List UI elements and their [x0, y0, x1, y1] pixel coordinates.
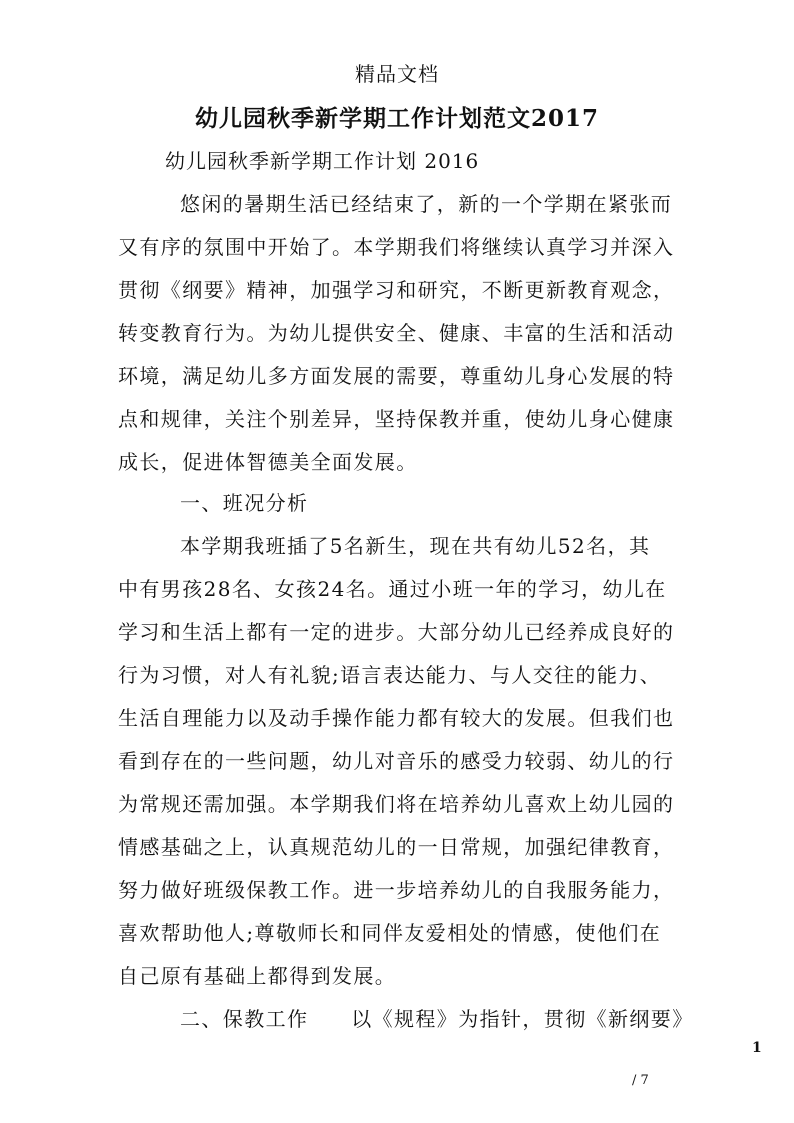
paragraph-line: 喜欢帮助他人;尊敬师长和同伴友爱相处的情感，使他们在	[118, 921, 662, 945]
section-heading: 一、班况分析	[180, 491, 309, 515]
paragraph-line: 又有序的氛围中开始了。本学期我们将继续认真学习并深入	[118, 235, 675, 259]
paragraph-line: 生活自理能力以及动手操作能力都有较大的发展。但我们也	[118, 706, 675, 730]
paragraph-line: 看到存在的一些问题，幼儿对音乐的感受力较弱、幼儿的行	[118, 749, 675, 773]
paragraph-line: 本学期我班插了5名新生，现在共有幼儿52名，其	[180, 534, 651, 558]
paragraph-line: 为常规还需加强。本学期我们将在培养幼儿喜欢上幼儿园的	[118, 792, 675, 816]
paragraph-line: 情感基础之上，认真规范幼儿的一日常规，加强纪律教育，	[118, 835, 675, 859]
paragraph-line: 环境，满足幼儿多方面发展的需要，尊重幼儿身心发展的特	[118, 364, 675, 388]
page-number: 1	[752, 1040, 762, 1056]
paragraph-line: 悠闲的暑期生活已经结束了，新的一个学期在紧张而	[180, 192, 673, 216]
paragraph-line: 自己原有基础上都得到发展。	[118, 964, 397, 988]
document-title: 幼儿园秋季新学期工作计划范文2017	[194, 105, 599, 132]
page-total: / 7	[632, 1073, 649, 1088]
document-header: 精品文档	[355, 62, 439, 86]
paragraph-line: 点和规律，关注个别差异，坚持保教并重，使幼儿身心健康	[118, 407, 675, 431]
paragraph-line: 行为习惯，对人有礼貌;语言表达能力、与人交往的能力、	[118, 663, 662, 687]
section-heading: 二、保教工作 以《规程》为指针，贯彻《新纲要》	[180, 1007, 694, 1031]
paragraph-line: 努力做好班级保教工作。进一步培养幼儿的自我服务能力，	[118, 878, 675, 902]
paragraph-line: 成长，促进体智德美全面发展。	[118, 450, 418, 474]
paragraph-line: 转变教育行为。为幼儿提供安全、健康、丰富的生活和活动	[118, 321, 675, 345]
paragraph-line: 学习和生活上都有一定的进步。大部分幼儿已经养成良好的	[118, 620, 675, 644]
paragraph-line: 贯彻《纲要》精神，加强学习和研究，不断更新教育观念，	[118, 278, 675, 302]
document-subtitle: 幼儿园秋季新学期工作计划 2016	[165, 149, 480, 173]
paragraph-line: 中有男孩28名、女孩24名。通过小班一年的学习，幼儿在	[118, 577, 667, 601]
